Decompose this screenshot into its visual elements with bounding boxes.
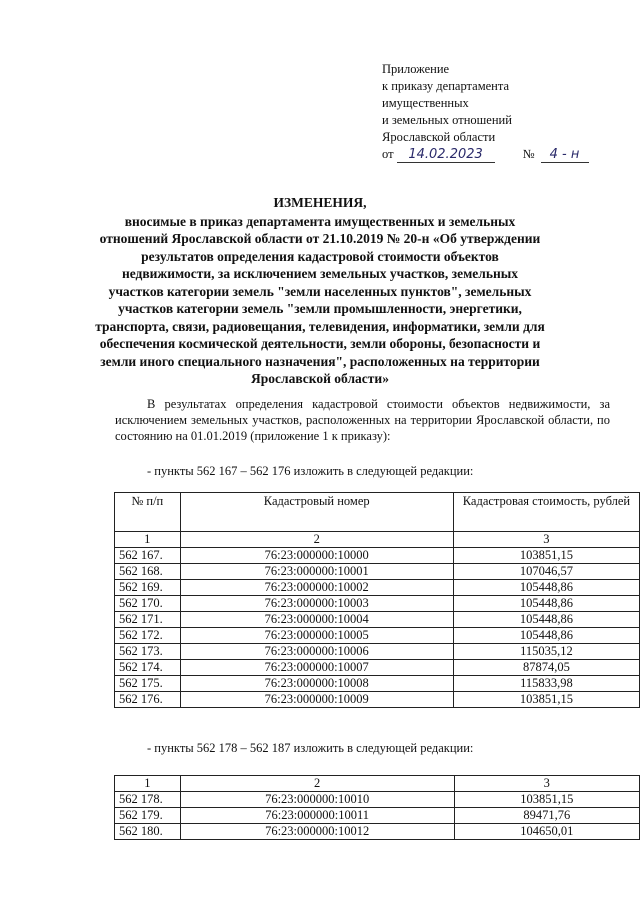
section1-intro: - пункты 562 167 – 562 176 изложить в следующей редакции: <box>147 464 474 478</box>
table-header-row <box>115 493 640 532</box>
table-cell: 103851,15 <box>454 792 639 808</box>
table-cell: 76:23:000000:10012 <box>180 824 454 840</box>
table-cell: 562 178. <box>115 792 181 808</box>
table-cell: 562 179. <box>115 808 181 824</box>
table-cell: 76:23:000000:10007 <box>180 660 453 676</box>
attachment-line: и земельных отношений <box>382 113 512 127</box>
document-title <box>95 194 545 388</box>
table-cell: 1 <box>115 532 181 548</box>
header-cadastral-value: Кадастровая стоимость, рублей <box>453 493 639 532</box>
table-cell: 562 174. <box>115 660 181 676</box>
table-row <box>115 792 640 808</box>
table-cell: 562 180. <box>115 824 181 840</box>
table-row <box>115 644 640 660</box>
table-cell: 562 171. <box>115 612 181 628</box>
table-cell: 76:23:000000:10008 <box>180 676 453 692</box>
table-cell: 3 <box>453 532 639 548</box>
table-row <box>115 580 640 596</box>
table-cell: 87874,05 <box>453 660 639 676</box>
table-cell: 3 <box>454 776 639 792</box>
attachment-line: к приказу департамента <box>382 79 510 93</box>
order-number: 4 - н <box>541 147 589 163</box>
section2-intro: - пункты 562 178 – 562 187 изложить в следующей редакции: <box>147 741 474 755</box>
attachment-line: Ярославской области <box>382 130 496 144</box>
order-date: 14.02.2023 <box>397 147 495 163</box>
intro-paragraph <box>115 396 610 444</box>
table-cell: 105448,86 <box>453 596 639 612</box>
table-cell: 76:23:000000:10010 <box>180 792 454 808</box>
table-row <box>115 628 640 644</box>
attachment-line: имущественных <box>382 96 469 110</box>
table-cell: 76:23:000000:10004 <box>180 612 453 628</box>
table-cell: 76:23:000000:10002 <box>180 580 453 596</box>
table-section2 <box>114 775 640 840</box>
table-cell: 76:23:000000:10001 <box>180 564 453 580</box>
table-row <box>115 824 640 840</box>
table-cell: 562 169. <box>115 580 181 596</box>
table-cell: 103851,15 <box>453 692 639 708</box>
table-cell: 2 <box>180 776 454 792</box>
table-cell: 105448,86 <box>453 628 639 644</box>
table-cell: 104650,01 <box>454 824 639 840</box>
table-cell: 562 175. <box>115 676 181 692</box>
table-row <box>115 596 640 612</box>
table-cell: 2 <box>180 532 453 548</box>
table-cell: 76:23:000000:10003 <box>180 596 453 612</box>
title-heading: ИЗМЕНЕНИЯ, <box>273 195 367 210</box>
table-cell: 1 <box>115 776 181 792</box>
table-cell: 562 167. <box>115 548 181 564</box>
table-cell: 103851,15 <box>453 548 639 564</box>
table-row <box>115 612 640 628</box>
table-row <box>115 808 640 824</box>
attachment-block <box>382 61 632 163</box>
table-cell: 115833,98 <box>453 676 639 692</box>
table-cell: 562 176. <box>115 692 181 708</box>
table-row <box>115 660 640 676</box>
table-cell: 562 168. <box>115 564 181 580</box>
table-cell: 562 170. <box>115 596 181 612</box>
date-prefix: от <box>382 147 394 161</box>
table-row <box>115 564 640 580</box>
table-cell: 115035,12 <box>453 644 639 660</box>
table-index-row <box>115 776 640 792</box>
header-number: № п/п <box>115 493 181 532</box>
table-cell: 76:23:000000:10000 <box>180 548 453 564</box>
table-cell: 76:23:000000:10006 <box>180 644 453 660</box>
table-cell: 105448,86 <box>453 580 639 596</box>
attachment-line: Приложение <box>382 62 450 76</box>
table-row <box>115 692 640 708</box>
table-cell: 105448,86 <box>453 612 639 628</box>
table-cell: 89471,76 <box>454 808 639 824</box>
order-date-number-line <box>382 146 632 163</box>
table-cell: 562 172. <box>115 628 181 644</box>
table-cell: 76:23:000000:10011 <box>180 808 454 824</box>
table-row <box>115 676 640 692</box>
table-cell: 76:23:000000:10005 <box>180 628 453 644</box>
header-cadastral-number: Кадастровый номер <box>180 493 453 532</box>
number-sign: № <box>522 147 535 161</box>
table-cell: 76:23:000000:10009 <box>180 692 453 708</box>
intro-paragraph-text: В результатах определения кадастровой стоимости объектов недвижимости, за исключением земельных участков, расположенных на территории Ярославской области, по состоянию на 01.01.2019 (приложение 1 к приказу): <box>115 397 610 443</box>
table-row <box>115 548 640 564</box>
title-body: вносимые в приказ департамента имущественных и земельных отношений Ярославской области от 21.10.2019 № 20-н «Об утверждении результатов определения кадастровой стоимости объектов недвижимости, за исключением земельных участков, земельных участков категории земель "земли населенных пунктов", земельных участков категории земель "земли промышленности, энергетики, транспорта, связи, радиовещания, телевидения, информатики, земли для обеспечения космической деятельности, земли обороны, безопасности и земли иного специального назначения", расположенных на территории Ярославской области» <box>95 213 545 386</box>
table-cell: 562 173. <box>115 644 181 660</box>
table-section1 <box>114 492 640 708</box>
table-cell: 107046,57 <box>453 564 639 580</box>
table-index-row <box>115 532 640 548</box>
